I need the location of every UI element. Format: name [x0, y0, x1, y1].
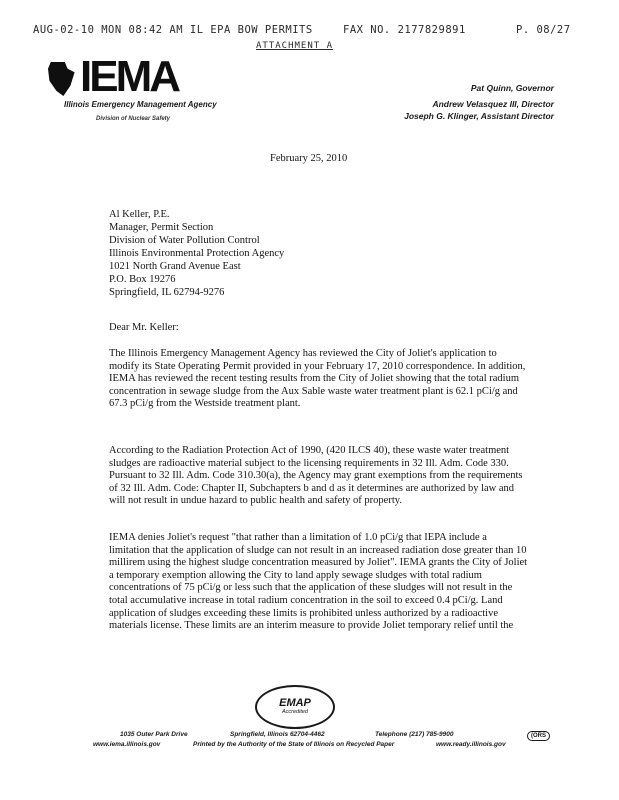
fax-number: FAX NO. 2177829891: [343, 24, 466, 36]
footer-printed-note: Printed by the Authority of the State of Illinois on Recycled Paper: [193, 741, 395, 748]
recipient-title: Manager, Permit Section: [109, 222, 214, 233]
emap-accredited-seal: [255, 685, 335, 729]
recycled-paper-mark-icon: (ORS: [527, 731, 550, 741]
recipient-division: Division of Water Pollution Control: [109, 235, 260, 246]
seal-top-text: EMAP: [279, 697, 311, 709]
footer-telephone: Telephone (217) 785-9900: [375, 731, 454, 738]
official-governor: Pat Quinn, Governor: [470, 83, 554, 93]
footer-website-left: www.iema.illinois.gov: [93, 741, 161, 748]
recipient-agency: Illinois Environmental Protection Agency: [109, 248, 285, 259]
recipient-po-box: P.O. Box 19276: [109, 274, 176, 285]
recipient-name: Al Keller, P.E.: [109, 209, 170, 220]
agency-name: Illinois Emergency Management Agency: [64, 100, 217, 109]
paragraph-radiation-act: According to the Radiation Protection Act of 1990, (420 ILCS 40), these waste water treatment sludges are radioactive material subject to the licensing requirements in 32 Ill. Adm. Code 330. Pursuant to 32 Ill. Adm. Code 310.30(a), the Agency may grant exemptions from the requirements of 32 Ill. Adm. Code: Chapter II, Subchapters b and d as it determines are authorized by law and will not result in undue hazard to public health and safety of property.: [109, 445, 523, 507]
fax-header-left: AUG-02-10 MON 08:42 AM IL EPA BOW PERMITS: [33, 24, 313, 36]
recipient-street: 1021 North Grand Avenue East: [109, 261, 241, 272]
seal-bottom-text: Accredited: [282, 709, 308, 715]
footer-city: Springfield, Illinois 62704-4462: [230, 731, 325, 738]
official-director: Andrew Velasquez III, Director: [432, 99, 554, 109]
recipient-city: Springfield, IL 62794-9276: [109, 287, 225, 298]
attachment-label: ATTACHMENT A: [256, 41, 334, 51]
paragraph-review: The Illinois Emergency Management Agency has reviewed the City of Joliet's application to modify its State Operating Permit provided in your February 17, 2010 correspondence. In addition, IEMA has reviewed the recent testing results from the City of Joliet showing that the total radium concentration in sewage sludge from the Aux Sable waste water treatment plant is 62.1 pCi/g and 67.3 pCi/g from the Westside treatment plant.: [109, 348, 526, 410]
paragraph-exemption: IEMA denies Joliet's request "that rather than a limitation of 1.0 pCi/g that IEPA include a limitation that the application of sludge can not result in an increased radiation dose greater than 10 millirem using the highest sludge concentration measured by Joliet". IEMA grants the City of Joliet a temporary exemption allowing the City to land apply sewage sludges with total radium concentrations of 75 pCi/g or less such that the application of these sludges will not result in the total accumulative increase in total radium concentration in the soil to exceed 0.4 pCi/g. Land application of sludges exceeding these limits is prohibited unless authorized by a radioactive materials license. These limits are an interim measure to provide Joliet temporary relief until the: [109, 532, 528, 632]
footer-address: 1035 Outer Park Drive: [120, 731, 188, 738]
division-name: Division of Nuclear Safety: [96, 116, 171, 122]
fax-page-number: P. 08/27: [516, 24, 571, 36]
footer-website-right: www.ready.illinois.gov: [436, 741, 506, 748]
illinois-state-logo-icon: [48, 62, 76, 96]
official-assistant-director: Joseph G. Klinger, Assistant Director: [404, 111, 554, 121]
iema-logo: IEMA: [80, 52, 178, 101]
letter-date: February 25, 2010: [270, 153, 348, 164]
salutation: Dear Mr. Keller:: [109, 322, 179, 333]
